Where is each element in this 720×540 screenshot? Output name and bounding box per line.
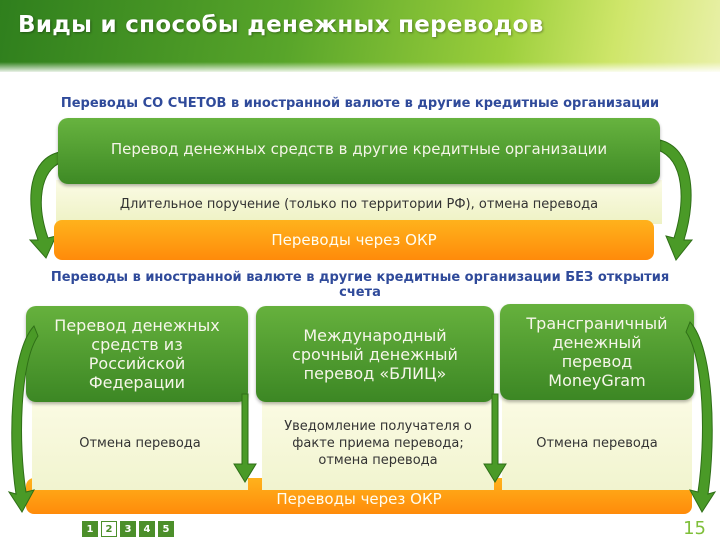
nav-item-4[interactable]: 4 xyxy=(139,521,155,537)
section2-heading: Переводы в иностранной валюте в другие кредитные организации БЕЗ открытия счета xyxy=(50,270,670,300)
page-number: 15 xyxy=(683,518,706,539)
okr-transfers-text-2: Переводы через ОКР xyxy=(276,490,442,508)
column2-blic-text: Международный срочный денежный перевод «БЛИЦ» xyxy=(292,325,458,383)
column2-blic-box xyxy=(256,306,494,402)
arrow-down-middle2-icon xyxy=(482,392,508,484)
column1-transfer-box xyxy=(26,306,248,402)
curved-arrow-down-right-icon xyxy=(684,318,718,514)
column1-cancel-text: Отмена перевода xyxy=(79,435,201,451)
page-title: Виды и способы денежных переводов xyxy=(18,12,544,38)
column1-transfer-text: Перевод денежных средств из Российской Федерации xyxy=(54,316,220,392)
column2-notification-text: Уведомление получателя о факте приема перевода; отмена перевода xyxy=(284,418,472,468)
okr-transfers-text-1: Переводы через ОКР xyxy=(271,231,437,249)
arrow-down-middle1-icon xyxy=(232,392,258,484)
curved-arrow-down-left-icon xyxy=(6,322,40,514)
column2-notification-box xyxy=(262,396,494,490)
column1-cancel-box xyxy=(32,396,248,490)
curved-arrow-right-icon xyxy=(656,134,700,262)
transfer-to-other-banks-bar xyxy=(58,118,660,184)
nav-item-1[interactable]: 1 xyxy=(82,521,98,537)
column3-cancel-box xyxy=(502,396,692,490)
okr-transfers-bar-1 xyxy=(54,220,654,260)
column3-moneygram-box xyxy=(500,304,694,400)
nav-item-3[interactable]: 3 xyxy=(120,521,136,537)
nav-item-2[interactable]: 2 xyxy=(101,521,117,537)
slide-navigation xyxy=(82,521,174,537)
transfer-to-other-banks-text: Перевод денежных средств в другие кредитные организации xyxy=(110,140,608,158)
standing-order-bar xyxy=(56,180,662,224)
section1-heading: Переводы СО СЧЕТОВ в иностранной валюте в другие кредитные организации xyxy=(60,96,660,111)
column3-cancel-text: Отмена перевода xyxy=(536,435,658,451)
column3-moneygram-text: Трансграничный денежный перевод MoneyGram xyxy=(526,314,668,390)
nav-item-5[interactable]: 5 xyxy=(158,521,174,537)
standing-order-text: Длительное поручение (только по территории РФ), отмена перевода xyxy=(119,196,599,212)
